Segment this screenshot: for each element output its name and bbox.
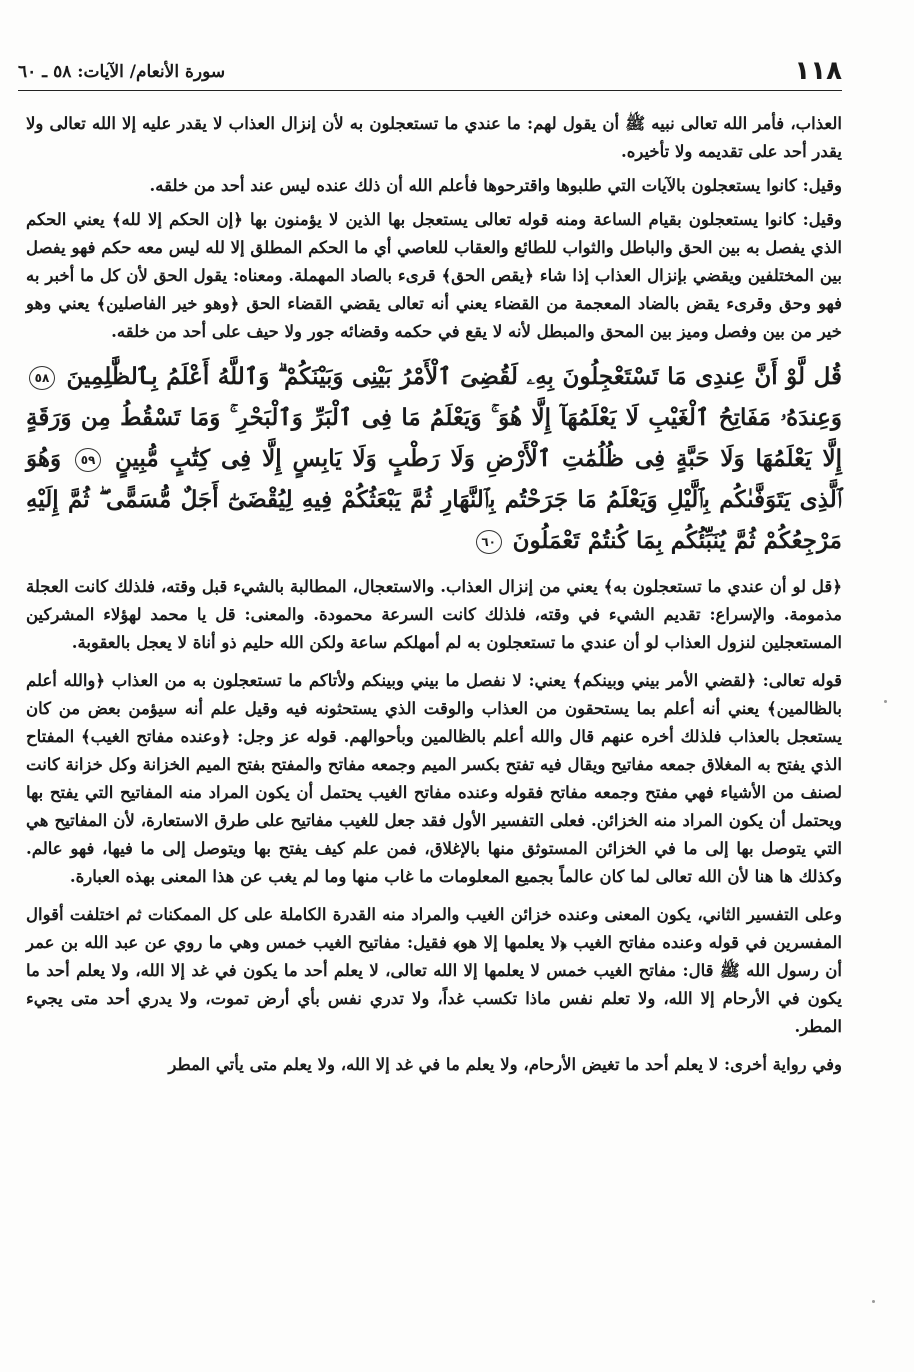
margin-speck: [884, 700, 887, 703]
page-number: ١١٨: [794, 56, 842, 86]
commentary-3: وعلى التفسير الثاني، يكون المعنى وعنده خزائن الغيب والمراد منه القدرة الكاملة على كل الممكنات ثم اختلفت أقوال المفسرين في قوله وعنده مفاتح الغيب ﴿لا يعلمها إلا هو﴾ فقيل: مفاتيح الغيب خمس وهي ما روي عن عبد الله بن عمر أن رسول الله ﷺ قال: مفاتح الغيب خمس لا يعلمها إلا الله تعالى، لا يعلم أحد ما يكون في غد إلا الله، ولا يعلم أحد ما يكون في الأرحام إلا الله، ولا تعلم نفس ماذا تكسب غداً، ولا تدري نفس بأي أرض تموت، ولا يدري أحد متى يجيء المطر.: [26, 905, 842, 1036]
margin-speck: [872, 1300, 875, 1303]
commentary-1: ﴿قل لو أن عندي ما تستعجلون به﴾ يعني من إنزال العذاب. والاستعجال، المطالبة بالشيء قبل وقته، فلذلك كانت العجلة مذمومة. والإسراع: تقديم الشيء في وقته، فلذلك كانت السرعة محمودة. والمعنى: قل يا محمد لهؤلاء المشركين المستعجلين لنزول العذاب لو أن عندي ما تستعجلون به لم أمهلكم ساعة ولكن الله حليم ذو أناة لا يعجل بالعقوبة.: [26, 577, 842, 652]
ayah-number-58: ٥٨: [29, 366, 55, 390]
ayah-number-59: ٥٩: [75, 448, 101, 472]
running-title: سورة الأنعام/ الآيات: ٥٨ ـ ٦٠: [18, 62, 226, 82]
paragraph-2: وقيل: كانوا يستعجلون بالآيات التي طلبوها واقترحوها فأعلم الله أن ذلك عنده ليس عند أحد من خلقه.: [149, 176, 842, 195]
verse-60: وَهُوَ ٱلَّذِى يَتَوَفَّىٰكُم بِٱلَّيْلِ وَيَعْلَمُ مَا جَرَحْتُم بِٱلنَّهَارِ ثُمَّ يَبْعَثُكُمْ فِيهِ لِيُقْضَىٰٓ أَجَلٌ مُّسَمًّى ۖ ثُمَّ إِلَيْهِ مَرْجِعُكُمْ ثُمَّ يُنَبِّئُكُم بِمَا كُنتُمْ تَعْمَلُونَ: [26, 445, 842, 554]
paragraph-1: العذاب، فأمر الله تعالى نبيه ﷺ أن يقول لهم: ما عندي ما تستعجلون به لأن إنزال العذاب لا يقدر عليه إلا الله تعالى ولا يقدر أحد على تقديمه ولا تأخيره.: [26, 114, 842, 161]
verse-58: قُل لَّوْ أَنَّ عِندِى مَا تَسْتَعْجِلُونَ بِهِۦ لَقُضِىَ ٱلْأَمْرُ بَيْنِى وَبَيْنَكُمْ ۗ وَٱللَّهُ أَعْلَمُ بِٱلظَّٰلِمِينَ: [66, 363, 842, 390]
commentary-2: قوله تعالى: ﴿لقضي الأمر بيني وبينكم﴾ يعني: لا نفصل ما بيني وبينكم ولأتاكم ما تستعجلون به من العذاب ﴿والله أعلم بالظالمين﴾ يعني أنه أعلم بما يستحقون من العذاب والوقت الذي يستحثونه فيه وقيل علم أنه سيؤمن بعض من كان يستعجل بالعذاب فلذلك أخره عنهم قال والله أعلم بالظالمين وبأحوالهم. قوله عز وجل: ﴿وعنده مفاتح الغيب﴾ المفتاح الذي يفتح به المغلاق جمعه مفاتيح ويقال فيه تفتح بكسر الميم وجمعه مفاتح والمفتح بفتح الميم الخزانة وكل خزانة كانت لصنف من الأشياء فهي مفتح وجمعه مفاتح فقوله وعنده مفاتح الغيب يحتمل أن يكون المراد منه المفاتيح التي يفتح بها ويحتمل أن يكون المراد منه الخزائن. فعلى التفسير الأول فقد جعل للغيب مفاتيح على طرق الاستعارة، لأن المفاتيح هي التي يتوصل بها إلى ما في الخزائن المستوثق منها بالإغلاق، فمن علم كيف يفتح بها ويتوصل إلى ما فيها، فهو عالم. وكذلك ها هنا لأن الله تعالى لما كان عالماً بجميع المعلومات ما غاب منها وما لم يغب عن هذا المعنى بهذه العبارة.: [26, 671, 842, 886]
commentary-4: وفي رواية أخرى: لا يعلم أحد ما تغيض الأرحام، ولا يعلم ما في غد إلا الله، ولا يعلم متى يأتي المطر: [168, 1055, 842, 1074]
ayah-number-60: ٦٠: [476, 530, 502, 554]
page-body: [26, 110, 842, 1089]
paragraph-3: وقيل: كانوا يستعجلون بقيام الساعة ومنه قوله تعالى يستعجل بها الذين لا يؤمنون بها ﴿إن الحكم إلا لله﴾ يعني الحكم الذي يفصل به بين الحق والباطل والثواب للطائع والعقاب للعاصي أي ما الحكم المطلق إلا لله ليس معه حكم فهو يفصل بين المختلفين ويقضي بإنزال العذاب إذا شاء ﴿يقص الحق﴾ قرىء بالصاد المهملة. ومعناه: يقول الحق لأن كل ما أخبر به فهو وحق وقرىء يقض بالضاد المعجمة من القضاء يعني أنه تعالى يقضي القضاء الحق ﴿وهو خير الفاصلين﴾ يعني وهو خير من بين وفصل وميز بين المحق والمبطل لأنه لا يقع في حكمه وقضائه جور ولا حيف على أحد من خلقه.: [26, 210, 842, 341]
page-header: [18, 56, 842, 91]
quran-verses: [26, 356, 842, 561]
verse-59: وَعِندَهُۥ مَفَاتِحُ ٱلْغَيْبِ لَا يَعْلَمُهَآ إِلَّا هُوَ ۚ وَيَعْلَمُ مَا فِى ٱلْبَرِّ وَٱلْبَحْرِ ۚ وَمَا تَسْقُطُ مِن وَرَقَةٍ إِلَّا يَعْلَمُهَا وَلَا حَبَّةٍ فِى ظُلُمَٰتِ ٱلْأَرْضِ وَلَا رَطْبٍ وَلَا يَابِسٍ إِلَّا فِى كِتَٰبٍ مُّبِينٍ: [26, 404, 842, 472]
